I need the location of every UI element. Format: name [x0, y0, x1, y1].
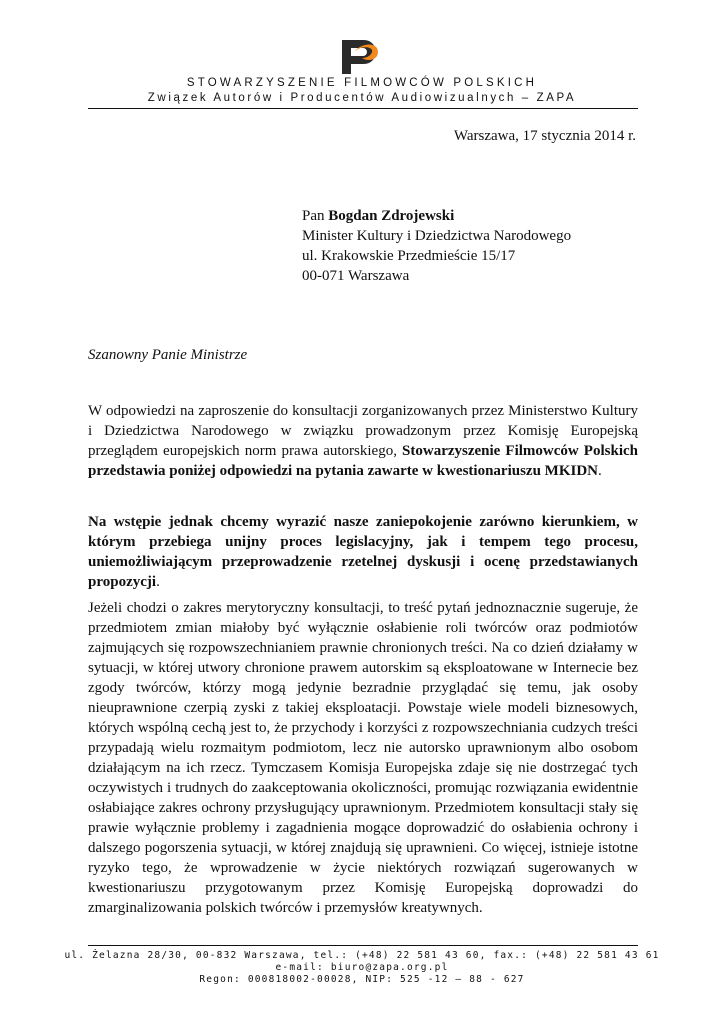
recipient-name-line	[302, 206, 571, 226]
recipient-street: ul. Krakowskie Przedmieście 15/17	[302, 248, 516, 264]
footer-email: e-mail: biuro@zapa.org.pl	[275, 962, 449, 973]
footer-divider	[88, 945, 638, 946]
paragraph-scope: Jeżeli chodzi o zakres merytoryczny konsultacji, to treść pytań jednoznacznie sugeruje, że przedmiotem zmian miałoby być wyłącznie osłabienie roli twórców oraz podmiotów zajmujących się rozpowszechnianiem prawnie chronionych treści. Na co dzień działamy w sytuacji, w której utwory chronione prawem autorskim są eksploatowane w Internecie bez zgody twórców, którzy mogą jedynie bezradnie przyglądać się temu, jak osoby nieuprawnione czerpią zyski z takiej eksploatacji. Powstaje wiele modeli biznesowych, których wspólną cechą jest to, że przychody i korzyści z rozpowszechniania cudzych treści przypadają wielu rozmaitym podmiotom, lecz nie autorsko uprawnionym albo osobom działającym na ich rzecz. Tymczasem Komisja Europejska zdaje się nie dostrzegać tych oczywistych i trudnych do zaakceptowania okoliczności, promując rozwiązania ewidentnie osłabiające zakres ochrony przysługujący uprawnionym. Przedmiotem konsultacji stały się prawie wyłącznie problemy i zagadnienia mogące doprowadzić do osłabienia ochrony i dalszego pogorszenia sytuacji, w której znajdują się uprawnieni. Co więcej, istnieje istotne ryzyko tego, że wprowadzenie w życie niektórych rozwiązań sugerowanych w kwestionariuszu przygotowanym przez Komisję Europejską doprowadzi do zmarginalizowania polskich twórców i przemysłów kreatywnych.	[88, 600, 638, 916]
paragraph-intro-text: W odpowiedzi na zaproszenie do konsultacji zorganizowanych przez Ministerstwo Kultury i Dziedzictwa Narodowego w związku prowadzonym przez Komisję Europejską przeglądem europejskich norm prawa autorskiego,	[88, 403, 638, 459]
header-divider	[88, 108, 638, 109]
footer-address: ul. Żelazna 28/30, 00-832 Warszawa, tel.: (+48) 22 581 43 60, fax.: (+48) 22 581 43 61	[64, 950, 660, 961]
recipient-city: 00-071 Warszawa	[302, 268, 410, 284]
paragraph-intro-bold: Stowarzyszenie Filmowców Polskich przedstawia poniżej odpowiedzi na pytania zawarte w kwestionariuszu MKIDN	[88, 443, 638, 479]
recipient-name: Bogdan Zdrojewski	[328, 208, 455, 224]
organization-name: STOWARZYSZENIE FILMOWCÓW POLSKICH	[186, 77, 538, 89]
footer-registration: Regon: 000818002-00028, NIP: 525 -12 – 88 - 627	[199, 974, 525, 985]
paragraph-intro	[88, 401, 638, 481]
paragraph-concern	[88, 512, 638, 592]
paragraph-concern-end: .	[156, 574, 160, 590]
salutation: Szanowny Panie Ministrze	[88, 347, 248, 363]
paragraph-concern-bold: Na wstępie jednak chcemy wyrazić nasze zaniepokojenie zarówno kierunkiem, w którym przebiega unijny proces legislacyjny, jak i tempem tego procesu, uniemożliwiającym przeprowadzenie rzetelnej dyskusji i ocenę przedstawianych propozycji	[88, 514, 638, 590]
letter-date: Warszawa, 17 stycznia 2014 r.	[453, 128, 636, 144]
recipient-title: Minister Kultury i Dziedzictwa Narodowego	[302, 228, 572, 244]
recipient-prefix: Pan	[302, 208, 329, 224]
recipient-address	[302, 206, 571, 286]
sfp-logo-icon	[340, 36, 382, 76]
organization-subtitle: Związek Autorów i Producentów Audiowizualnych – ZAPA	[147, 92, 577, 104]
paragraph-intro-end: .	[598, 463, 602, 479]
